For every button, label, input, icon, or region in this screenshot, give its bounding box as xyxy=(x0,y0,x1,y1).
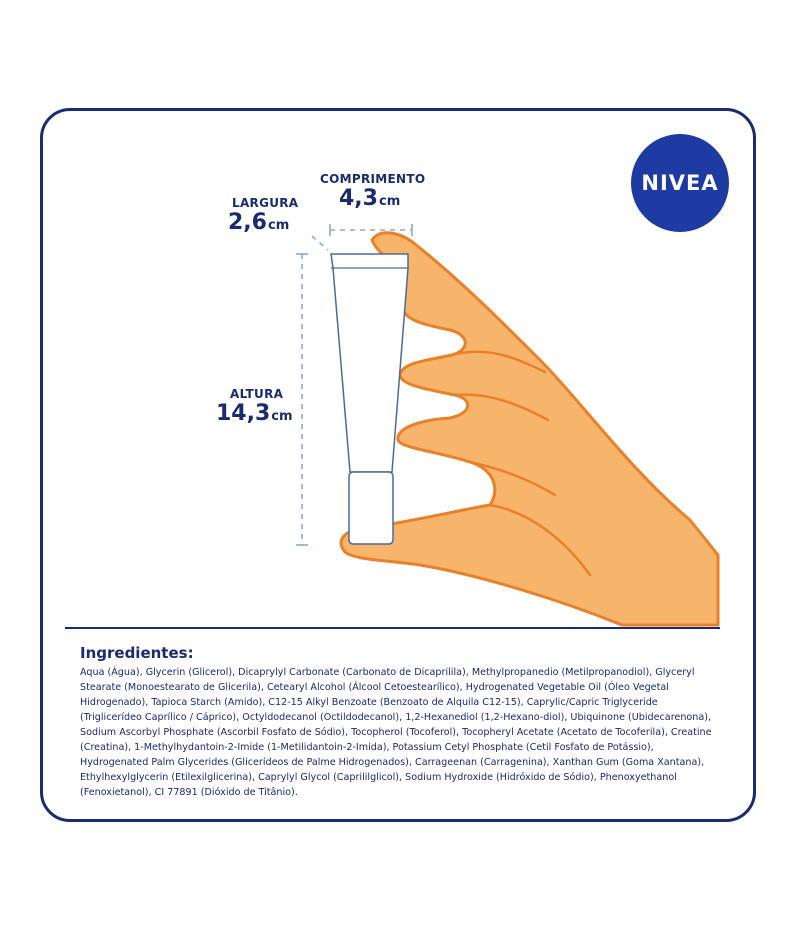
width-label: LARGURA xyxy=(232,196,299,210)
height-label: ALTURA xyxy=(230,387,284,401)
width-value xyxy=(228,210,289,235)
width-unit: cm xyxy=(267,218,290,233)
height-value xyxy=(216,401,293,426)
length-value xyxy=(339,186,400,211)
length-unit: cm xyxy=(378,194,401,209)
length-label: COMPRIMENTO xyxy=(320,172,426,186)
product-tube xyxy=(331,254,408,544)
tube-cap xyxy=(349,472,393,544)
length-number: 4,3 xyxy=(339,186,378,211)
brand-logo xyxy=(631,134,729,232)
ingredients-section xyxy=(80,644,720,800)
width-number: 2,6 xyxy=(228,210,267,235)
width-line xyxy=(312,236,328,250)
height-unit: cm xyxy=(271,409,293,424)
brand-logo-text: NIVEA xyxy=(641,171,719,195)
section-divider xyxy=(65,627,720,629)
height-number: 14,3 xyxy=(216,401,271,426)
ingredients-list: Aqua (Água), Glycerin (Glicerol), Dicaprylyl Carbonate (Carbonato de Dicaprilila), Methylpropanedio (Metilpropanodiol), Glyceryl Stearate (Monoestearato de Glicerila), Cetearyl Alcohol (Álcool Cetoestearílico), Hydrogenated Vegetable Oil (Óleo Vegetal Hidrogenado), Tapioca Starch (Amido), C12-15 Alkyl Benzoate (Benzoato de Alquila C12-15), Caprylic/Capric Triglyceride (Triglicerídeo Caprílico / Cáprico), Octyldodecanol (Octildodecanol), 1,2-Hexanediol (1,2-Hexano-diol), Ubiquinone (Ubidecarenona), Sodium Ascorbyl Phosphate (Ascorbil Fosfato de Sódio), Tocopherol (Tocoferol), Tocopheryl Acetate (Acetato de Tocoferila), Creatine (Creatina), 1-Methylhydantoin-2-Imide (1-Metilidantoin-2-Imida), Potassium Cetyl Phosphate (Cetil Fosfato de Potássio), Hydrogenated Palm Glycerides (Glicerídeos de Palme Hidrogenados), Carrageenan (Carragenina), Xanthan Gum (Goma Xantana), Ethylhexylglycerin (Etilexilglicerina), Caprylyl Glycol (Caprililglicol), Sodium Hydroxide (Hidróxido de Sódio), Phenoxyethanol (Fenoxietanol), CI 77891 (Dióxido de Titânio). xyxy=(80,667,712,798)
ingredients-title: Ingredientes: xyxy=(80,644,194,662)
